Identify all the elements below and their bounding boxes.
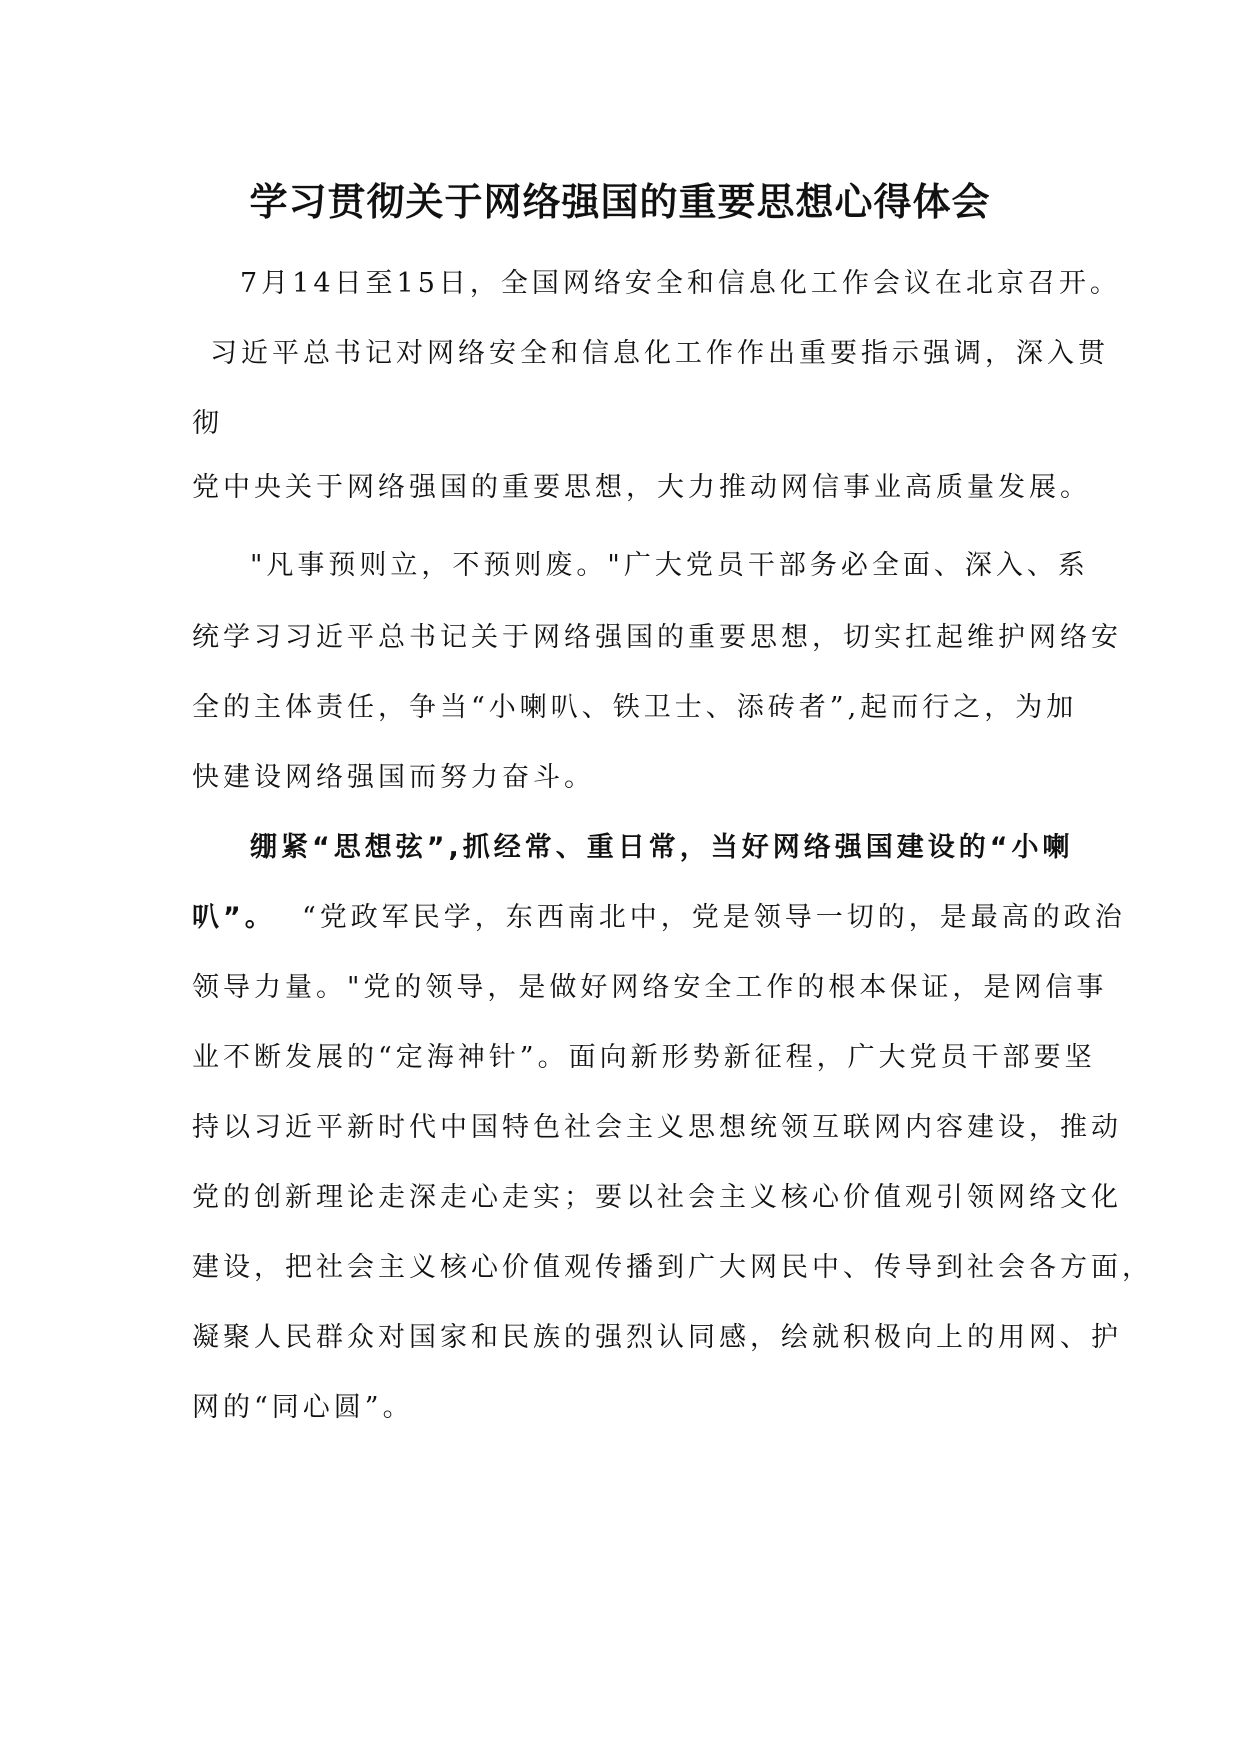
paragraph-3-line-4: 持以习近平新时代中国特色社会主义思想统领互联网内容建设，推动	[192, 1112, 1122, 1143]
paragraph-3-line-2: 领导力量。"党的领导，是做好网络安全工作的根本保证，是网信事	[192, 972, 1108, 1003]
paragraph-3-line-6: 建设，把社会主义核心价值观传播到广大网民中、传导到社会各方面，	[192, 1252, 1153, 1283]
paragraph-3-line-8: 网的“同心圆”。	[192, 1392, 414, 1423]
section-heading-line-1: 绷紧“思想弦”,抓经常、重日常，当好网络强国建设的“小喇	[250, 832, 1074, 863]
section-heading-line-2: 叭”。	[192, 902, 276, 933]
paragraph-2-line-1: "凡事预则立，不预则废。"广大党员干部务必全面、深入、系	[250, 550, 1089, 581]
document-title: 学习贯彻关于网络强国的重要思想心得体会	[249, 180, 991, 224]
paragraph-2-line-2: 统学习习近平总书记关于网络强国的重要思想，切实扛起维护网络安	[192, 622, 1122, 653]
paragraph-1-line-3: 彻	[192, 408, 223, 439]
paragraph-2-line-4: 快建设网络强国而努力奋斗。	[192, 762, 595, 793]
paragraph-3-line-1: “党政军民学，东西南北中，党是领导一切的，是最高的政治	[302, 902, 1126, 933]
paragraph-1-line-2: 习近平总书记对网络安全和信息化工作作出重要指示强调，深入贯	[210, 338, 1109, 369]
paragraph-1-line-4: 党中央关于网络强国的重要思想，大力推动网信事业高质量发展。	[192, 472, 1091, 503]
paragraph-3-line-3: 业不断发展的“定海神针”。面向新形势新征程，广大党员干部要坚	[192, 1042, 1096, 1073]
paragraph-3-line-7: 凝聚人民群众对国家和民族的强烈认同感，绘就积极向上的用网、护	[192, 1322, 1122, 1353]
paragraph-3-line-5: 党的创新理论走深走心走实；要以社会主义核心价值观引领网络文化	[192, 1182, 1122, 1213]
paragraph-2-line-3: 全的主体责任，争当“小喇叭、铁卫士、添砖者”,起而行之，为加	[192, 692, 1078, 723]
paragraph-1-line-1: 7月14日至15日，全国网络安全和信息化工作会议在北京召开。	[240, 268, 1121, 299]
